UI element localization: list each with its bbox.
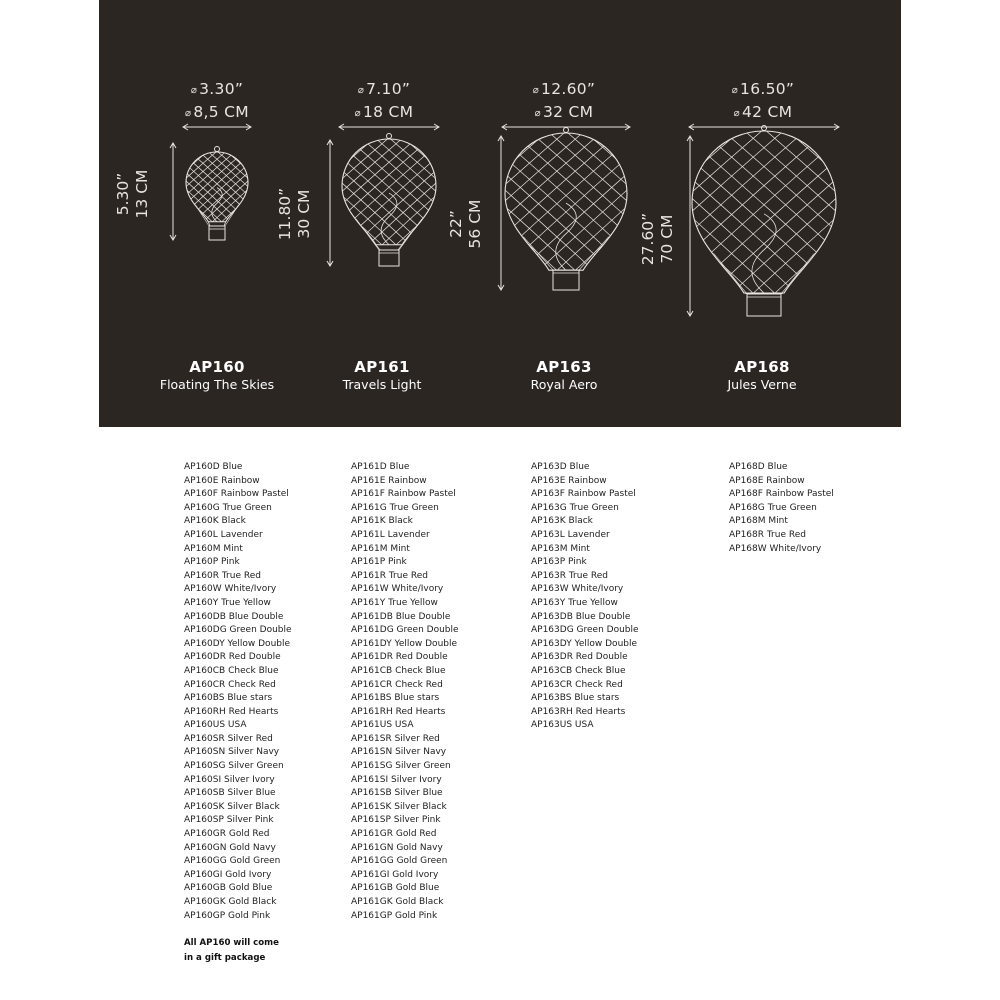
- balloon-envelope-icon: [692, 131, 836, 293]
- balloon-net-line: [462, 121, 633, 273]
- variant-item: AP160BS Blue stars: [184, 693, 273, 704]
- balloon-net-line: [814, 117, 901, 297]
- diameter-label-ap160: ⌀ 3.30” ⌀ 8,5 CM: [185, 80, 249, 121]
- balloon-spiral-icon: [556, 203, 576, 270]
- variant-item: AP161US USA: [351, 720, 414, 731]
- variant-item: AP160GI Gold Ivory: [184, 869, 272, 880]
- variant-item: AP160RH Red Hearts: [184, 706, 279, 717]
- variant-item: AP160GB Gold Blue: [184, 883, 273, 894]
- balloon-net-line: [174, 146, 261, 224]
- variant-item: AP163CB Check Blue: [531, 665, 626, 676]
- balloon-net-line: [706, 117, 901, 297]
- balloon-net-line: [323, 130, 455, 248]
- balloon-net-line: [609, 121, 780, 273]
- variant-item: AP161D Blue: [351, 462, 410, 472]
- balloon-net-line: [309, 130, 441, 248]
- balloon-net-line: [422, 130, 554, 248]
- variant-item: AP161K Black: [351, 516, 413, 527]
- variant-item: AP160SB Silver Blue: [184, 788, 276, 799]
- balloon-rope: [356, 219, 379, 250]
- balloon-net-line: [663, 117, 865, 297]
- variant-item: AP160CB Check Blue: [184, 665, 279, 676]
- balloon-net-line: [685, 117, 887, 297]
- variant-item: AP161SI Silver Ivory: [351, 774, 442, 785]
- variant-item: AP160DY Yellow Double: [184, 638, 291, 649]
- balloon-net-line: [462, 121, 633, 273]
- variant-item: AP161DY Yellow Double: [351, 638, 458, 649]
- diameter-icon: ⌀: [354, 108, 361, 119]
- balloon-net-line: [323, 130, 455, 248]
- variant-item: AP163F Rainbow Pastel: [531, 489, 636, 500]
- diameter-icon: ⌀: [357, 85, 365, 96]
- balloon-basket-icon: [379, 250, 399, 266]
- variant-item: AP163DB Blue Double: [531, 611, 631, 622]
- balloon-rope: [398, 245, 402, 250]
- balloon-top-ring-icon: [762, 126, 767, 131]
- variant-item: AP161GK Gold Black: [351, 897, 444, 907]
- variant-item: AP161DR Red Double: [351, 652, 448, 663]
- variant-item: AP160SR Silver Red: [184, 733, 273, 744]
- balloon-top-ring-icon: [215, 147, 220, 152]
- variant-item: AP161GB Gold Blue: [351, 883, 440, 894]
- variant-item: AP163US USA: [531, 720, 594, 731]
- balloon-envelope-icon: [505, 133, 627, 270]
- variant-item: AP161RH Red Hearts: [351, 706, 446, 717]
- variant-item: AP168F Rainbow Pastel: [729, 489, 834, 500]
- variant-item: AP161P Pink: [351, 557, 407, 568]
- balloon-net-line: [685, 117, 887, 297]
- balloon-envelope-icon: [342, 139, 436, 245]
- diameter-icon: ⌀: [190, 85, 198, 96]
- balloon-net-line: [481, 121, 652, 273]
- balloon-net-line: [481, 121, 652, 273]
- model-title-ap161: AP161 Travels Light: [342, 358, 422, 392]
- variant-item: AP163RH Red Hearts: [531, 706, 626, 717]
- diameter-icon: ⌀: [185, 108, 192, 119]
- variant-item: AP160GN Gold Navy: [184, 842, 276, 853]
- balloon-net-line: [164, 146, 251, 224]
- variant-list-ap161: [351, 461, 459, 923]
- balloon-net-line: [309, 130, 441, 248]
- variant-item: AP163BS Blue stars: [531, 693, 620, 704]
- model-title-ap163: AP163 Royal Aero: [530, 358, 598, 392]
- variant-item: AP160SN Silver Navy: [184, 747, 280, 758]
- variant-item: AP160GR Gold Red: [184, 829, 270, 840]
- balloon-net-line: [407, 121, 578, 273]
- variant-item: AP161BS Blue stars: [351, 693, 440, 704]
- variant-item: AP161GP Gold Pink: [351, 910, 438, 921]
- variant-item: AP160GK Gold Black: [184, 897, 277, 907]
- height-label-ap161: 11.80” 30 CM: [276, 187, 313, 241]
- variant-item: AP163G True Green: [531, 502, 619, 513]
- diameter-icon: ⌀: [532, 85, 540, 96]
- balloon-top-ring-icon: [564, 128, 569, 133]
- variant-item: AP161L Lavender: [351, 529, 430, 540]
- balloon-net-line: [536, 121, 707, 273]
- balloon-rope: [523, 237, 553, 270]
- variant-item: AP163K Black: [531, 516, 593, 527]
- variant-item: AP160DB Blue Double: [184, 611, 284, 622]
- variant-item: AP160SG Silver Green: [184, 761, 284, 772]
- variant-item: AP160M Mint: [184, 543, 243, 554]
- model-title-ap160: AP160 Floating The Skies: [159, 358, 275, 392]
- gift-package-note: All AP160 will come in a gift package: [184, 938, 279, 963]
- balloon-net-line: [380, 130, 512, 248]
- balloon-spiral-icon: [381, 193, 397, 245]
- balloon-top-ring-icon: [387, 134, 392, 139]
- variant-item: AP161SP Silver Pink: [351, 815, 441, 826]
- variant-list-ap163: [531, 461, 639, 733]
- variant-item: AP161SR Silver Red: [351, 733, 440, 744]
- balloon-net-line: [422, 130, 554, 248]
- diameter-label-ap168: ⌀ 16.50” ⌀ 42 CM: [731, 80, 795, 121]
- balloon-net-line: [598, 117, 800, 297]
- variant-item: AP160L Lavender: [184, 529, 263, 540]
- diameter-icon: ⌀: [731, 85, 739, 96]
- balloon-net-line: [814, 117, 901, 297]
- variant-item: AP163DY Yellow Double: [531, 638, 638, 649]
- variant-item: AP160R True Red: [184, 570, 261, 581]
- balloon-rope: [579, 237, 609, 270]
- variant-item: AP168D Blue: [729, 462, 788, 472]
- balloon-rope: [399, 219, 422, 250]
- variant-item: AP160GP Gold Pink: [184, 910, 271, 921]
- balloon-rope: [714, 253, 747, 294]
- variant-item: AP163L Lavender: [531, 529, 610, 540]
- variant-item: AP160F Rainbow Pastel: [184, 489, 289, 500]
- balloon-rope: [376, 245, 380, 250]
- balloon-net-line: [183, 146, 270, 224]
- variant-item: AP161F Rainbow Pastel: [351, 489, 456, 500]
- balloon-net-line: [164, 146, 251, 224]
- variant-item: AP160DG Green Double: [184, 625, 292, 636]
- variant-item: AP161CR Check Red: [351, 679, 443, 690]
- diameter-label-ap163: ⌀ 12.60” ⌀ 32 CM: [532, 80, 596, 121]
- variant-item: AP161M Mint: [351, 543, 410, 554]
- balloon-rope: [781, 253, 814, 294]
- balloon-net-line: [536, 121, 707, 273]
- balloon-net-line: [728, 117, 901, 297]
- variant-item: AP161DB Blue Double: [351, 611, 451, 622]
- variant-item: AP161GG Gold Green: [351, 856, 448, 867]
- balloon-net-line: [663, 117, 865, 297]
- variant-item: AP160SP Silver Pink: [184, 815, 274, 826]
- variant-item: AP160DR Red Double: [184, 652, 281, 663]
- variant-item: AP163P Pink: [531, 557, 587, 568]
- balloon-net-line: [728, 117, 901, 297]
- diameter-icon: ⌀: [733, 108, 740, 119]
- balloon-spiral-icon: [212, 188, 222, 222]
- balloon-net-line: [407, 121, 578, 273]
- variant-item: AP160G True Green: [184, 502, 272, 513]
- variant-list-ap160: [184, 461, 292, 923]
- variant-item: AP161SN Silver Navy: [351, 747, 447, 758]
- variant-item: AP160K Black: [184, 516, 246, 527]
- height-label-ap163: 22” 56 CM: [447, 199, 484, 249]
- variant-item: AP160SI Silver Ivory: [184, 774, 275, 785]
- variant-item: AP163E Rainbow: [531, 475, 607, 486]
- variant-item: AP161Y True Yellow: [351, 597, 438, 608]
- balloon-net-line: [609, 121, 780, 273]
- variant-item: AP160US USA: [184, 720, 247, 731]
- balloon-net-line: [174, 146, 261, 224]
- balloon-net-line: [598, 117, 800, 297]
- variant-item: AP160CR Check Red: [184, 679, 276, 690]
- variant-item: AP168R True Red: [729, 529, 806, 540]
- dimensions-panel: [99, 0, 901, 427]
- balloon-net-line: [750, 117, 901, 297]
- variant-item: AP160D Blue: [184, 462, 243, 472]
- variant-list-ap168: [729, 461, 834, 556]
- variant-item: AP163R True Red: [531, 570, 608, 581]
- balloon-basket-icon: [209, 226, 225, 240]
- variant-item: AP161G True Green: [351, 502, 439, 513]
- variant-item: AP161SK Silver Black: [351, 801, 447, 812]
- variant-item: AP161GN Gold Navy: [351, 842, 443, 853]
- variant-item: AP168G True Green: [729, 502, 817, 513]
- variant-item: AP168M Mint: [729, 516, 788, 527]
- variant-item: AP160GG Gold Green: [184, 856, 281, 867]
- variant-item: AP161CB Check Blue: [351, 665, 446, 676]
- variant-item: AP161R True Red: [351, 570, 428, 581]
- variant-item: AP163D Blue: [531, 462, 590, 472]
- balloon-net-line: [183, 146, 270, 224]
- height-label-ap160: 5.30” 13 CM: [114, 169, 151, 219]
- variant-item: AP168W White/Ivory: [729, 543, 822, 554]
- variant-item: AP161SG Silver Green: [351, 761, 451, 772]
- variant-item: AP163Y True Yellow: [531, 597, 618, 608]
- balloon-spiral-icon: [752, 214, 776, 293]
- variant-item: AP163M Mint: [531, 543, 590, 554]
- model-title-ap168: AP168 Jules Verne: [727, 358, 797, 392]
- variant-item: AP161GR Gold Red: [351, 829, 437, 840]
- variant-item: AP161SB Silver Blue: [351, 788, 443, 799]
- variant-item: AP163W White/Ivory: [531, 584, 624, 595]
- variant-item: AP160P Pink: [184, 557, 240, 568]
- variant-item: AP163DR Red Double: [531, 652, 628, 663]
- variant-item: AP163DG Green Double: [531, 625, 639, 636]
- balloon-net-line: [750, 117, 901, 297]
- variant-item: AP160Y True Yellow: [184, 597, 271, 608]
- diameter-label-ap161: ⌀ 7.10” ⌀ 18 CM: [354, 80, 414, 121]
- variant-item: AP160W White/Ivory: [184, 584, 277, 595]
- height-label-ap168: 27.60” 70 CM: [639, 212, 676, 266]
- diameter-icon: ⌀: [534, 108, 541, 119]
- variant-item: AP161DG Green Double: [351, 625, 459, 636]
- variant-item: AP160SK Silver Black: [184, 801, 280, 812]
- variant-item: AP161GI Gold Ivory: [351, 869, 439, 880]
- variant-item: AP161E Rainbow: [351, 475, 427, 486]
- variant-item: AP161W White/Ivory: [351, 584, 444, 595]
- variant-item: AP163CR Check Red: [531, 679, 623, 690]
- balloon-net-line: [380, 130, 512, 248]
- variant-item: AP168E Rainbow: [729, 475, 805, 486]
- variant-item: AP160E Rainbow: [184, 475, 260, 486]
